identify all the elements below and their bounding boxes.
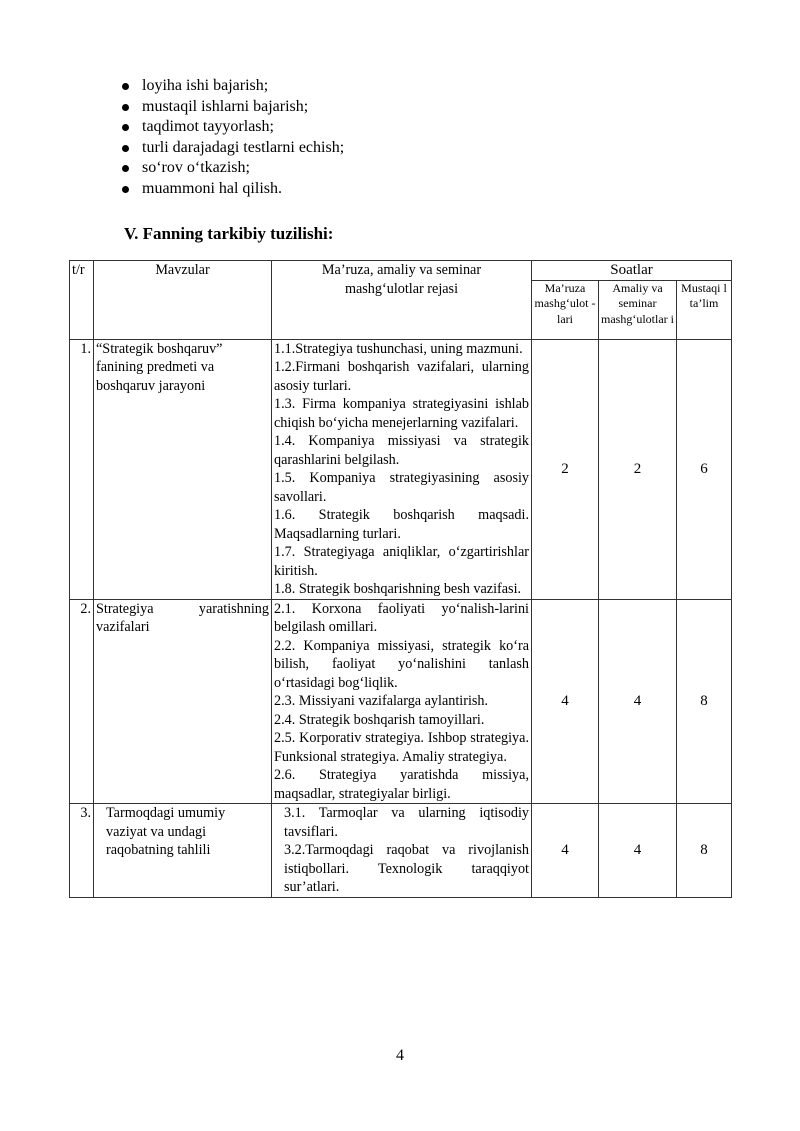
plan-item: 1.3. Firma kompaniya strategiyasini ishlab chiqish bo‘yicha menejerlarning vazifalari. [274,396,529,431]
bullet-icon [122,186,129,193]
course-structure-table [69,260,732,898]
plan-item: 2.5. Korporativ strategiya. Ishbop strategiya. Funksional strategiya. Amaliy strategiya. [274,730,529,765]
row-plan [272,599,532,804]
row-topic: Tarmoqdagi umumiy vaziyat va undagi raqobatning tahlili [94,804,272,898]
bullet-icon [122,83,129,90]
plan-item: 1.7. Strategiyaga aniqliklar, o‘zgartirishlar kiritish. [274,544,529,579]
plan-item: 2.4. Strategik boshqarish tamoyillari. [274,711,485,728]
list-item: muammoni hal qilish. [120,179,344,200]
row-lecture-hours: 2 [532,339,599,599]
row-independent-hours: 8 [677,599,732,804]
list-item: mustaqil ishlarni bajarish; [120,97,344,118]
bullet-icon [122,145,129,152]
header-plan [272,261,532,340]
bullet-list [120,76,344,199]
row-lecture-hours: 4 [532,599,599,804]
row-topic: “Strategik boshqaruv” fanining predmeti va boshqaruv jarayoni [94,339,272,599]
plan-item: 1.5. Kompaniya strategiyasining asosiy savollari. [274,470,529,505]
row-number: 3. [70,804,94,898]
row-practice-hours: 2 [599,339,677,599]
row-independent-hours: 6 [677,339,732,599]
page-number: 4 [396,1047,404,1064]
list-item: taqdimot tayyorlash; [120,117,344,138]
list-item: loyiha ishi bajarish; [120,76,344,97]
subheader-independent: Mustaqi l ta’lim [677,280,732,339]
plan-item: 3.1. Tarmoqlar va ularning iqtisodiy tavsiflari. [284,805,529,840]
plan-item: 1.4. Kompaniya missiyasi va strategik qarashlarini belgilash. [274,433,529,468]
row-independent-hours: 8 [677,804,732,898]
plan-item: 1.1.Strategiya tushunchasi, uning mazmuni. [274,340,523,357]
row-number: 1. [70,339,94,599]
header-plan-line1: Ma’ruza, amaliy va seminar [321,262,482,278]
header-topics: Mavzular [94,261,272,340]
section-heading: V. Fanning tarkibiy tuzilishi: [124,224,334,243]
row-topic: Strategiya yaratishning vazifalari [94,599,272,804]
row-practice-hours: 4 [599,599,677,804]
table-header-row [70,261,732,281]
plan-item: 2.3. Missiyani vazifalarga aylantirish. [274,693,489,709]
header-num: t/r [70,261,94,340]
table-row [70,804,732,898]
row-practice-hours: 4 [599,804,677,898]
row-plan [272,804,532,898]
plan-item: 3.2.Tarmoqdagi raqobat va rivojlanish istiqbollari. Texnologik taraqqiyot sur’atlari. [284,842,529,895]
bullet-icon [122,124,129,131]
table-row [70,339,732,599]
plan-item: 2.6. Strategiya yaratishda missiya, maqsadlar, strategiyalar birligi. [274,767,529,802]
subheader-practice: Amaliy va seminar mashg‘ulotlar i [599,280,677,339]
header-plan-line2: mashg‘ulotlar rejasi [344,280,459,297]
row-plan [272,339,532,599]
plan-item: 1.8. Strategik boshqarishning besh vazifasi. [274,581,522,597]
row-number: 2. [70,599,94,804]
header-hours: Soatlar [532,261,732,281]
subheader-lecture: Ma’ruza mashg‘ulot -lari [532,280,599,339]
row-lecture-hours: 4 [532,804,599,898]
list-item: turli darajadagi testlarni echish; [120,138,344,159]
plan-item: 2.1. Korxona faoliyati yo‘nalish-larini belgilash omillari. [274,600,529,635]
table-row [70,599,732,804]
plan-item: 2.2. Kompaniya missiyasi, strategik ko‘ra bilish, faoliyat yo‘nalishini tanlash o‘rtasidagi bog‘liqlik. [274,637,529,691]
list-item: so‘rov o‘tkazish; [120,158,344,179]
bullet-icon [122,104,129,111]
plan-item: 1.2.Firmani boshqarish vazifalari, ularning asosiy turlari. [274,359,529,394]
bullet-icon [122,165,129,172]
plan-item: 1.6. Strategik boshqarish maqsadi. Maqsadlarning turlari. [274,507,529,542]
